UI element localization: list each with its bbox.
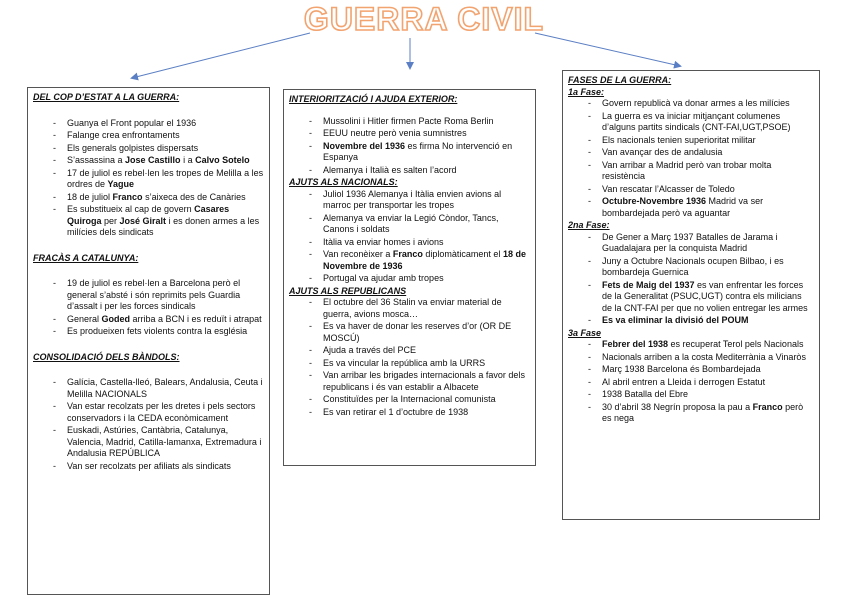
panel-coup-to-war — [27, 87, 270, 595]
list-item: - Al abril entren a Lleida i derrogen Estatut — [568, 377, 814, 389]
list-item: - EEUU neutre però venia sumnistres — [289, 128, 530, 140]
list-item: - Març 1938 Barcelona és Bombardejada — [568, 364, 814, 376]
heading-phase-2: 2na Fase: — [568, 220, 610, 231]
list-item: - Van estar recolzats per les dretes i pels sectors conservadors i la CEDA econòmicament — [33, 401, 264, 424]
heading-aid-nationals: AJUTS ALS NACIONALS: — [289, 177, 398, 188]
list-item: - Van avançar des de andalusia — [568, 147, 814, 159]
list-item: - Es substitueix al cap de govern Casares Quiroga per José Giralt i es donen armes a les milícies dels sindicats — [33, 204, 264, 239]
list-item: - Octubre-Novembre 1936 Madrid va ser bombardejada però va aguantar — [568, 196, 814, 219]
list-item: - 1938 Batalla del Ebre — [568, 389, 814, 401]
list-item: - 17 de juliol es rebel·len les tropes de Melilla a les ordres de Yague — [33, 168, 264, 191]
heading-consolidation: CONSOLIDACIÓ DELS BÀNDOLS: — [33, 351, 180, 362]
list-aid-nationals — [289, 189, 530, 285]
list-item: - Van arribar a Madrid però van trobar molta resistència — [568, 160, 814, 183]
list-item: - Alemanya va enviar la Legió Còndor, Tancs, Canons i soldats — [289, 213, 530, 236]
list-item: - Portugal va ajudar amb tropes — [289, 273, 530, 285]
list-item: - Es van retirar el 1 d’octubre de 1938 — [289, 407, 530, 419]
list-item: - Mussolini i Hitler firmen Pacte Roma Berlin — [289, 116, 530, 128]
list-item: - Galícia, Castella-lleó, Balears, Andalusia, Ceuta i Melilla NACIONALS — [33, 377, 264, 400]
list-item: - Nacionals arriben a la costa Mediterrània a Vinaròs — [568, 352, 814, 364]
list-item: - El octubre del 36 Stalin va enviar material de guerra, avions mosca… — [289, 297, 530, 320]
heading-war-phases: FASES DE LA GUERRA: — [568, 75, 672, 85]
list-item: - 18 de juliol Franco s’aixeca des de Canàries — [33, 192, 264, 204]
list-aid-republicans — [289, 297, 530, 418]
list-phase-1 — [568, 98, 814, 219]
list-item: - Es va haver de donar les reserves d’or (OR DE MOSCÚ) — [289, 321, 530, 344]
list-item: - Fets de Maig del 1937 es van enfrentar les forces de la Generalitat (PSUC,UGT) contra els milicians de la CNT-FAI per que no volien entregar les armes — [568, 280, 814, 315]
list-item: - Van rescatar l’Alcasser de Toledo — [568, 184, 814, 196]
arrow-right — [535, 33, 680, 66]
list-item: - General Goded arriba a BCN i es reduït i atrapat — [33, 314, 264, 326]
list-item: - Alemanya i Italià es salten l’acord — [289, 165, 530, 177]
list-item: - Falange crea enfrontaments — [33, 130, 264, 142]
list-item: - Euskadi, Astúries, Cantàbria, Catalunya, Valencia, Madrid, Catilla-lamanxa, Extremadura i Andalusia REPÚBLICA — [33, 425, 264, 460]
list-item: - Govern republicà va donar armes a les milícies — [568, 98, 814, 110]
list-coup-to-war — [33, 118, 264, 239]
list-item: - Ajuda a través del PCE — [289, 345, 530, 357]
list-item: - De Gener a Març 1937 Batalles de Jarama i Guadalajara per la conquista Madrid — [568, 232, 814, 255]
list-consolidation — [33, 377, 264, 472]
list-item: - Febrer del 1938 es recuperat Terol pels Nacionals — [568, 339, 814, 351]
list-item: - Els nacionals tenien superioritat militar — [568, 135, 814, 147]
heading-phase-3: 3a Fase — [568, 327, 602, 338]
list-phase-2 — [568, 232, 814, 327]
list-item: - Van arribar les brigades internacionals a favor dels republicans i és van establir a Albacete — [289, 370, 530, 393]
list-item: - Es va eliminar la divisió del POUM — [568, 315, 814, 327]
panel-war-phases — [562, 70, 820, 520]
heading-aid-republicans: AJUTS ALS REPUBLICANS — [289, 285, 407, 296]
list-item: - Es produeixen fets violents contra la església — [33, 326, 264, 338]
list-phase-3 — [568, 339, 814, 425]
list-failure-catalonia — [33, 278, 264, 338]
arrow-left — [132, 33, 310, 78]
list-item: - Es va vincular la república amb la URRS — [289, 358, 530, 370]
page-title: GUERRA CIVIL — [303, 1, 545, 37]
list-item: - Van ser recolzats per afiliats als sindicats — [33, 461, 264, 473]
list-item: - 30 d’abril 38 Negrín proposa la pau a Franco però es nega — [568, 402, 814, 425]
list-foreign-aid — [289, 116, 530, 177]
heading-phase-1: 1a Fase: — [568, 86, 605, 97]
list-item: - Guanya el Front popular el 1936 — [33, 118, 264, 130]
list-item: - Novembre del 1936 es firma No intervenció en Espanya — [289, 141, 530, 164]
list-item: - Van reconèixer a Franco diplomàticament el 18 de Novembre de 1936 — [289, 249, 530, 272]
list-item: - S’assassina a Jose Castillo i a Calvo Sotelo — [33, 155, 264, 167]
panel-foreign-aid — [283, 89, 536, 466]
heading-failure-catalonia: FRACÀS A CATALUNYA: — [33, 252, 139, 263]
list-item: - Juliol 1936 Alemanya i Itàlia envien avions al marroc per transportar les tropes — [289, 189, 530, 212]
list-item: - Els generals golpistes dispersats — [33, 143, 264, 155]
heading-foreign-aid: INTERIORITZACIÓ I AJUDA EXTERIOR: — [289, 94, 458, 104]
list-item: - Itàlia va enviar homes i avions — [289, 237, 530, 249]
list-item: - 19 de juliol es rebel·len a Barcelona però el general s’absté i són reprimits pels Guardia d’assalt i per les forces sindicals — [33, 278, 264, 313]
list-item: - La guerra es va iniciar mitjançant columenes d’alguns partits sindicals (CNT-FAI,UGT,PSOE) — [568, 111, 814, 134]
list-item: - Juny a Octubre Nacionals ocupen Bilbao, i es bombardeja Guernica — [568, 256, 814, 279]
list-item: - Constituïdes per la Internacional comunista — [289, 394, 530, 406]
heading-coup-to-war: DEL COP D’ESTAT A LA GUERRA: — [33, 92, 180, 102]
